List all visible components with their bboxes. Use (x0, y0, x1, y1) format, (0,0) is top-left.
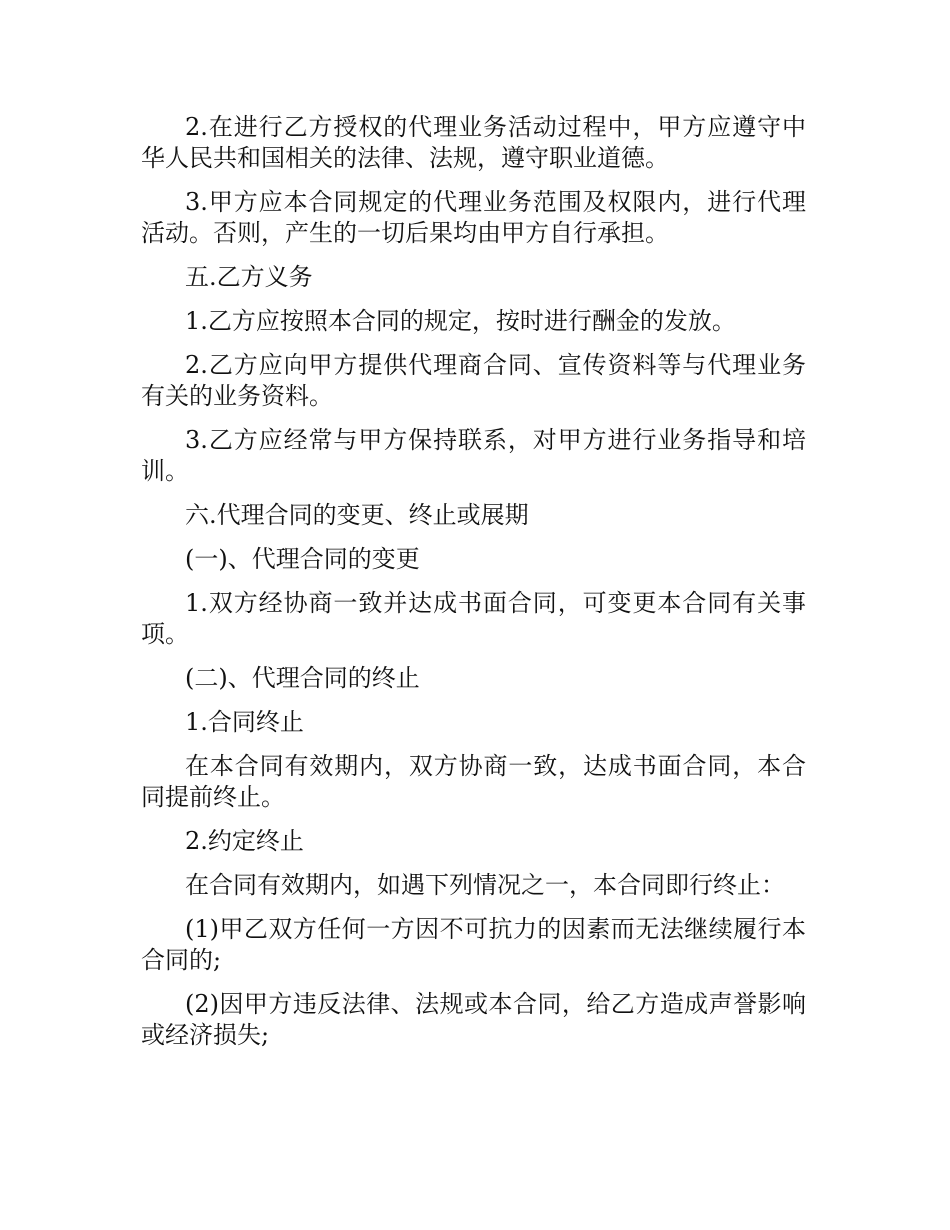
section-heading: 五.乙方义务 (185, 263, 313, 291)
paragraph: 3.甲方应本合同规定的代理业务范围及权限内，进行代理活动。否则，产生的一切后果均由甲方自行承担。 (141, 188, 806, 247)
paragraph: 1.乙方应按照本合同的规定，按时进行酬金的发放。 (185, 307, 736, 335)
paragraph: 2.乙方应向甲方提供代理商合同、宣传资料等与代理业务有关的业务资料。 (141, 351, 806, 410)
document-page (141, 112, 806, 1064)
clause-heading: 2.约定终止 (185, 827, 304, 855)
list-item: (2)因甲方违反法律、法规或本合同，给乙方造成声誉影响或经济损失; (141, 990, 806, 1049)
list-item: (1)甲乙双方任何一方因不可抗力的因素而无法继续履行本合同的; (141, 915, 806, 974)
paragraph: 在合同有效期内，如遇下列情况之一，本合同即行终止： (185, 871, 785, 899)
paragraph: 3.乙方应经常与甲方保持联系，对甲方进行业务指导和培训。 (141, 426, 806, 485)
section-heading: 六.代理合同的变更、终止或展期 (185, 501, 529, 529)
clause-heading: 1.合同终止 (185, 708, 304, 736)
paragraph: 1.双方经协商一致并达成书面合同，可变更本合同有关事项。 (141, 589, 806, 648)
subsection-heading: (一)、代理合同的变更 (185, 545, 420, 573)
paragraph: 2.在进行乙方授权的代理业务活动过程中，甲方应遵守中华人民共和国相关的法律、法规，遵守职业道德。 (141, 113, 806, 172)
paragraph: 在本合同有效期内，双方协商一致，达成书面合同，本合同提前终止。 (141, 752, 806, 811)
subsection-heading: (二)、代理合同的终止 (185, 664, 420, 692)
